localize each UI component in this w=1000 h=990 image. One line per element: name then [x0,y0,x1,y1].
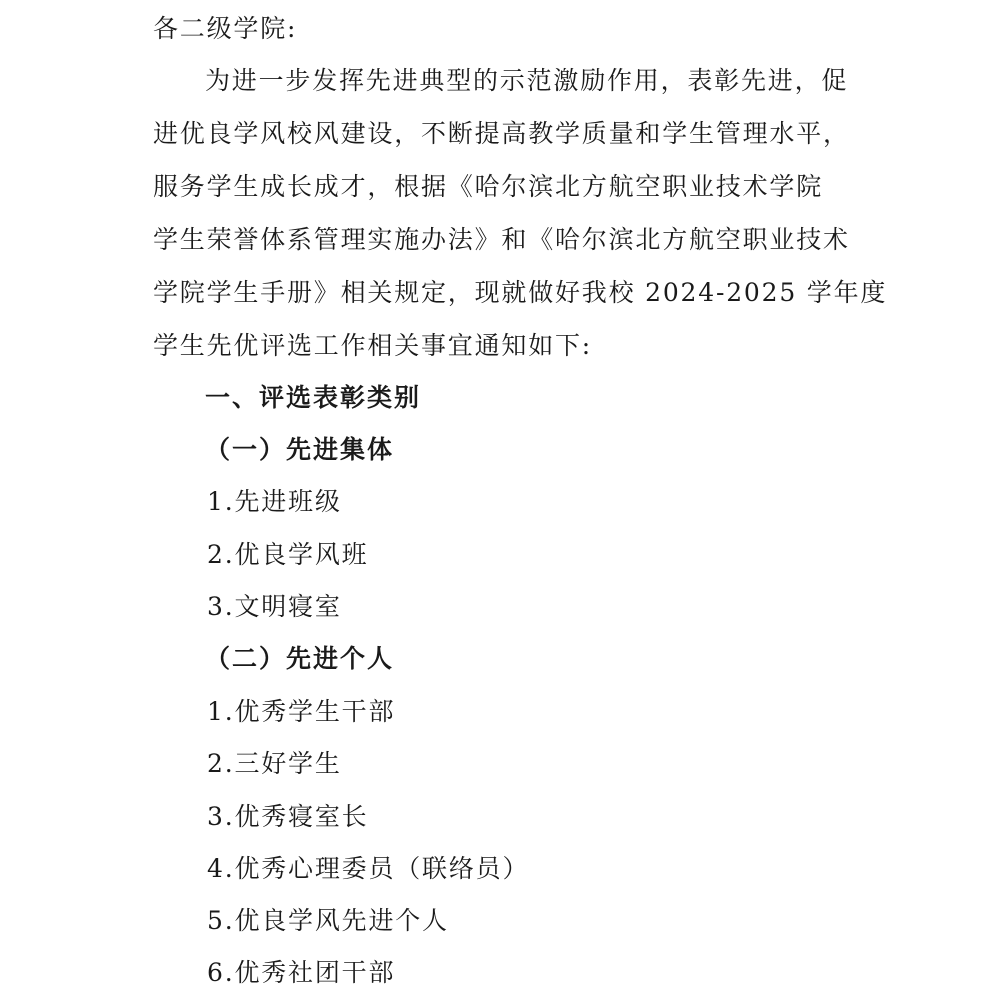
intro-line: 进优良学风校风建设，不断提高教学质量和学生管理水平， [153,119,850,148]
group-heading-individual: （二）先进个人 [205,644,395,673]
list-item: 2.三好学生 [207,749,342,778]
list-item: 3.文明寝室 [207,592,342,621]
salutation: 各二级学院: [153,14,298,43]
list-item: 2.优良学风班 [207,540,369,569]
list-item: 1.先进班级 [207,487,342,516]
list-item: 5.优良学风先进个人 [207,906,449,935]
list-item: 4.优秀心理委员（联络员） [207,854,530,883]
intro-line: 为进一步发挥先进典型的示范激励作用，表彰先进，促 [205,66,849,95]
intro-line: 学生先优评选工作相关事宜通知如下: [153,331,593,360]
intro-line: 学生荣誉体系管理实施办法》和《哈尔滨北方航空职业技术 [153,225,850,254]
list-item: 6.优秀社团干部 [207,958,396,987]
group-heading-collective: （一）先进集体 [205,435,395,464]
list-item: 3.优秀寝室长 [207,802,369,831]
intro-line: 服务学生成长成才，根据《哈尔滨北方航空职业技术学院 [153,172,824,201]
section-heading: 一、评选表彰类别 [205,383,422,412]
list-item: 1.优秀学生干部 [207,697,396,726]
intro-line: 学院学生手册》相关规定，现就做好我校 2024-2025 学年度 [153,278,888,307]
